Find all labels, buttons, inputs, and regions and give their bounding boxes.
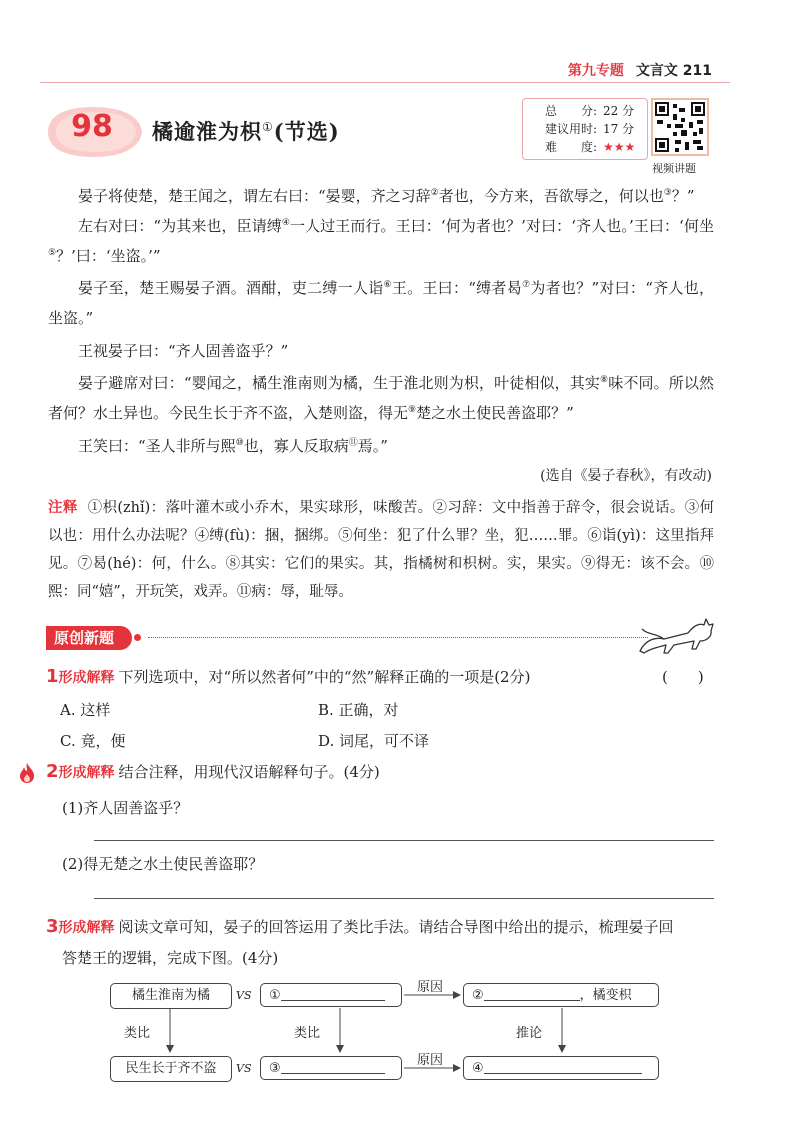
lesson-number: 98 [71,109,113,144]
vs-label: VS [236,989,252,1002]
question-text: 结合注释，用现代汉语解释句子。(4分) [118,763,380,781]
question-number: 3 [46,916,59,937]
reason-label: 原因 [417,1053,444,1068]
question-3 [46,915,674,940]
blank-2-tail: ，橘变枳 [579,988,632,1003]
question-text-line2: 答楚王的逻辑，完成下图。(4分) [62,949,279,967]
question-tag: 形成解释 [58,920,115,936]
section-dot [134,634,141,641]
lesson-title-text: 橘逾淮为枳 [152,119,262,144]
qr-code-icon[interactable] [651,98,709,156]
blank-2-underline[interactable] [484,985,580,1001]
blank-1-mark: ① [269,988,281,1003]
question-number: 1 [46,666,59,687]
diagram-blank-2[interactable] [463,983,659,1007]
page-number: 211 [682,63,712,79]
header-subject: 文言文 [635,63,678,79]
header-section: 第九专题 [567,63,624,79]
article-paragraph: 晏子将使楚，楚王闻之，谓左右曰：“晏婴，齐之习辞②者也，今方来，吾欲辱之，何以也③？” [78,187,695,205]
diagram-box-orange-south: 橘生淮南为橘 [110,983,232,1009]
difficulty: 难 度: ★★★ [545,140,636,154]
suggested-time: 建议用时: 17 分 [545,122,635,136]
notes-label: 注释 [48,500,78,516]
subquestion-2: (2)得无楚之水土使民善盗耶？ [62,855,264,873]
diagram-blank-3[interactable] [260,1056,402,1080]
blank-3-underline[interactable] [281,1058,385,1074]
question-tag: 形成解释 [58,670,115,686]
analogy-label: 类比 [294,1026,321,1041]
question-1 [46,665,530,690]
annotations [48,494,714,606]
option-c[interactable]: C. 竟，便 [60,732,126,750]
source-citation: (选自《晏子春秋》，有改动) [540,468,712,484]
diagram-blank-4[interactable] [463,1056,659,1080]
article-paragraph: 晏子避席对曰：“婴闻之，橘生淮南则为橘，生于淮北则为枳，叶徒相似，其实⑧味不同。所以然者何？水土异也。今民生长于齐不盗，入楚则盗，得无⑨楚之水土使民善盗耶？” [48,374,714,422]
article-paragraph: 左右对曰：“为其来也，臣请缚④一人过王而行。王曰：‘何为者也？’对曰：‘齐人也。’王曰：‘何坐⑤？’曰：‘坐盗。’” [48,217,714,265]
lesson-title-suffix: (节选) [273,119,340,144]
running-header [568,60,712,80]
article-paragraph: 晏子至，楚王赐晏子酒。酒酣，吏二缚一人诣⑥王。王曰：“缚者曷⑦为者也？”对曰：“齐人也，坐盗。” [48,279,714,327]
section-title: 原创新题 [46,626,132,650]
question-number: 2 [46,761,59,782]
difficulty-stars: ★★★ [603,140,636,154]
answer-line[interactable] [94,898,714,899]
question-text: 下列选项中，对“所以然者何”中的“然”解释正确的一项是(2分) [118,668,531,686]
blank-3-mark: ③ [269,1061,281,1076]
score-box [522,98,648,160]
vs-label: VS [236,1062,252,1075]
inference-label: 推论 [516,1026,543,1041]
option-b[interactable]: B. 正确，对 [318,701,399,719]
cat-icon [636,615,716,657]
blank-2-mark: ② [472,988,484,1003]
subquestion-1: (1)齐人固善盗乎？ [62,799,189,817]
diagram-box-qi-people: 民生长于齐不盗 [110,1056,232,1082]
reason-label: 原因 [417,980,444,995]
answer-line[interactable] [94,840,714,841]
flame-icon [18,762,36,784]
blank-4-mark: ④ [472,1061,484,1076]
option-d[interactable]: D. 词尾，可不译 [318,732,430,750]
analogy-label: 类比 [124,1026,151,1041]
question-2 [46,760,380,785]
article-paragraph: 王视晏子曰：“齐人固善盗乎？” [78,342,289,360]
lesson-title [152,116,340,146]
blank-1-underline[interactable] [281,985,385,1001]
header-rule [40,82,730,83]
qr-label: 视频讲题 [652,162,696,175]
diagram-blank-1[interactable] [260,983,402,1007]
notes-text: ①枳(zhǐ)：落叶灌木或小乔木，果实球形，味酸苦。②习辞：文中指善于辞令，很会说话。③何以也：用什么办法呢？④缚(fù)：捆，捆绑。⑤何坐：犯了什么罪？坐，犯……罪。⑥诣(yì)：这里指拜见。⑦曷(hé)：何，什么。⑧其实：它们的果实。其，指橘树和枳树。实，果实。⑨得无：该不会。⑩熙：同“嬉”，开玩笑，戏弄。⑪病：辱，耻辱。 [48,500,714,600]
title-note-mark: ① [262,120,274,134]
question-text: 阅读文章可知，晏子的回答运用了类比手法。请结合导图中给出的提示，梳理晏子回 [118,918,674,936]
blank-4-underline[interactable] [484,1058,642,1074]
option-a[interactable]: A. 这样 [60,701,111,719]
question-tag: 形成解释 [58,765,115,781]
article-paragraph: 王笑曰：“圣人非所与熙⑩也，寡人反取病⑪焉。” [78,437,388,455]
answer-paren[interactable]: ( ) [662,668,704,686]
section-dotted-rule [148,637,648,638]
total-score: 总 分: 22 分 [545,104,635,118]
